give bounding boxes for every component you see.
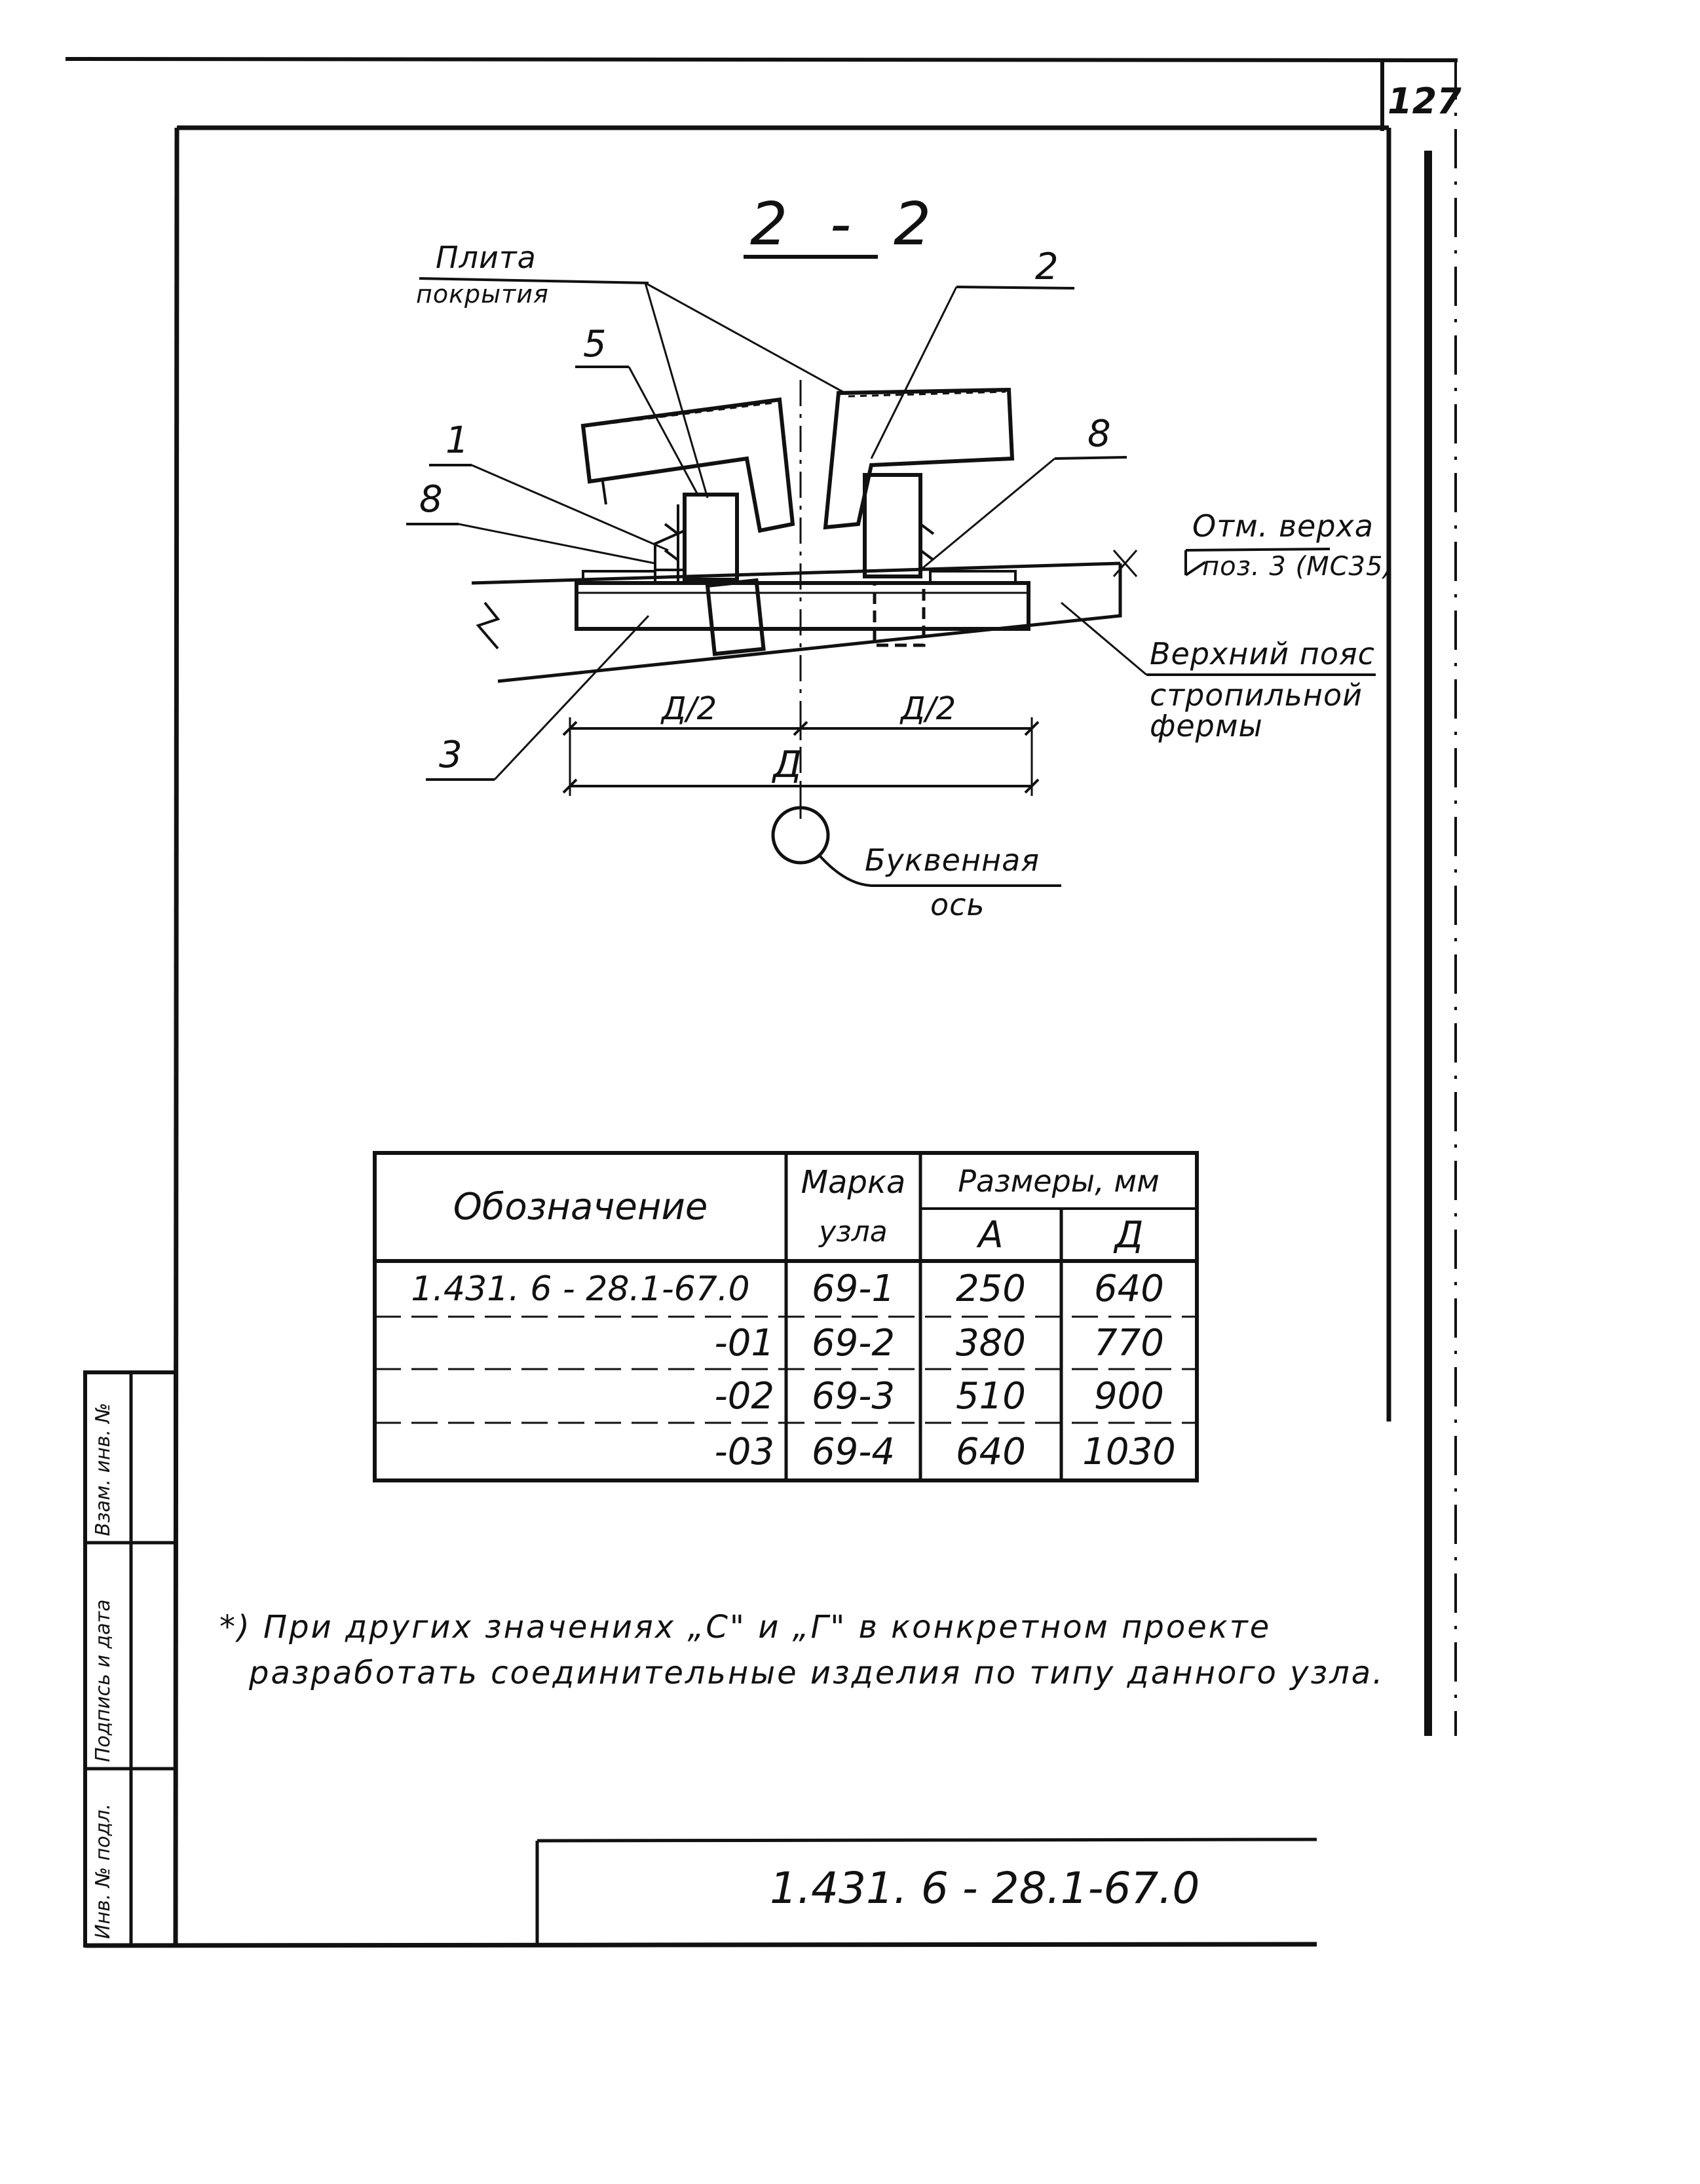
table-header-mark-line2: узла [819,1214,888,1249]
stamp-vzam: Взам. инв. № [92,1403,115,1536]
table-header-sizes: Размеры, мм [958,1163,1160,1199]
row-a: 510 [956,1374,1026,1418]
label-pos-2: 2 [1035,246,1059,288]
row-designation: -03 [714,1430,774,1473]
label-pos-8-right: 8 [1087,413,1111,455]
row-a: 640 [956,1430,1026,1473]
table-header-designation: Обозначение [453,1186,708,1228]
row-a: 250 [956,1268,1026,1310]
dim-half-left: Д/2 [662,690,717,727]
label-pos-5: 5 [583,323,607,366]
label-pos-1: 1 [445,419,469,462]
row-mark: 69-1 [811,1268,896,1310]
stamp-inv-podl: Инв. № подл. [92,1803,115,1939]
row-d: 770 [1094,1321,1164,1365]
row-d: 900 [1094,1374,1164,1418]
row-d: 1030 [1082,1430,1176,1473]
label-chord-line2: стропильной [1150,677,1363,713]
label-axis-line2: ось [930,887,985,922]
table-header-a: А [978,1213,1004,1256]
table-header-mark-line1: Марка [801,1164,906,1201]
row-designation: -01 [714,1321,774,1365]
document-code: 1.431. 6 - 28.1-67.0 [770,1863,1200,1913]
note-line-2: разработать соединительные изделия по типу данного узла. [249,1655,1385,1691]
row-mark: 69-3 [811,1374,896,1418]
label-axis-line1: Буквенная [865,842,1040,878]
page-number: 127 [1388,81,1462,122]
row-mark: 69-2 [811,1321,896,1365]
row-d: 640 [1094,1268,1164,1310]
section-title: 2 - 2 [750,190,943,259]
dim-full: Д [773,744,802,786]
dim-half-right: Д/2 [901,690,956,727]
table-header-d: Д [1114,1213,1144,1256]
label-elevation-line1: Отм. верха [1192,508,1374,544]
row-designation: -02 [714,1374,774,1418]
note-line-1: *) При других значениях „С" и „Г" в конкретном проекте [219,1609,1272,1646]
stamp-podpis: Подпись и дата [92,1599,115,1762]
label-pos-3: 3 [439,734,463,776]
label-chord-line3: фермы [1150,708,1263,744]
row-a: 380 [956,1321,1026,1365]
label-slab-line2: покрытия [416,280,549,309]
row-mark: 69-4 [811,1430,896,1473]
label-pos-8-left: 8 [419,478,443,521]
label-chord-line1: Верхний пояс [1150,636,1375,671]
label-elevation-line2: поз. 3 (МС35) [1202,552,1395,582]
row-designation: 1.431. 6 - 28.1-67.0 [411,1269,750,1309]
label-slab-line1: Плита [436,240,537,275]
